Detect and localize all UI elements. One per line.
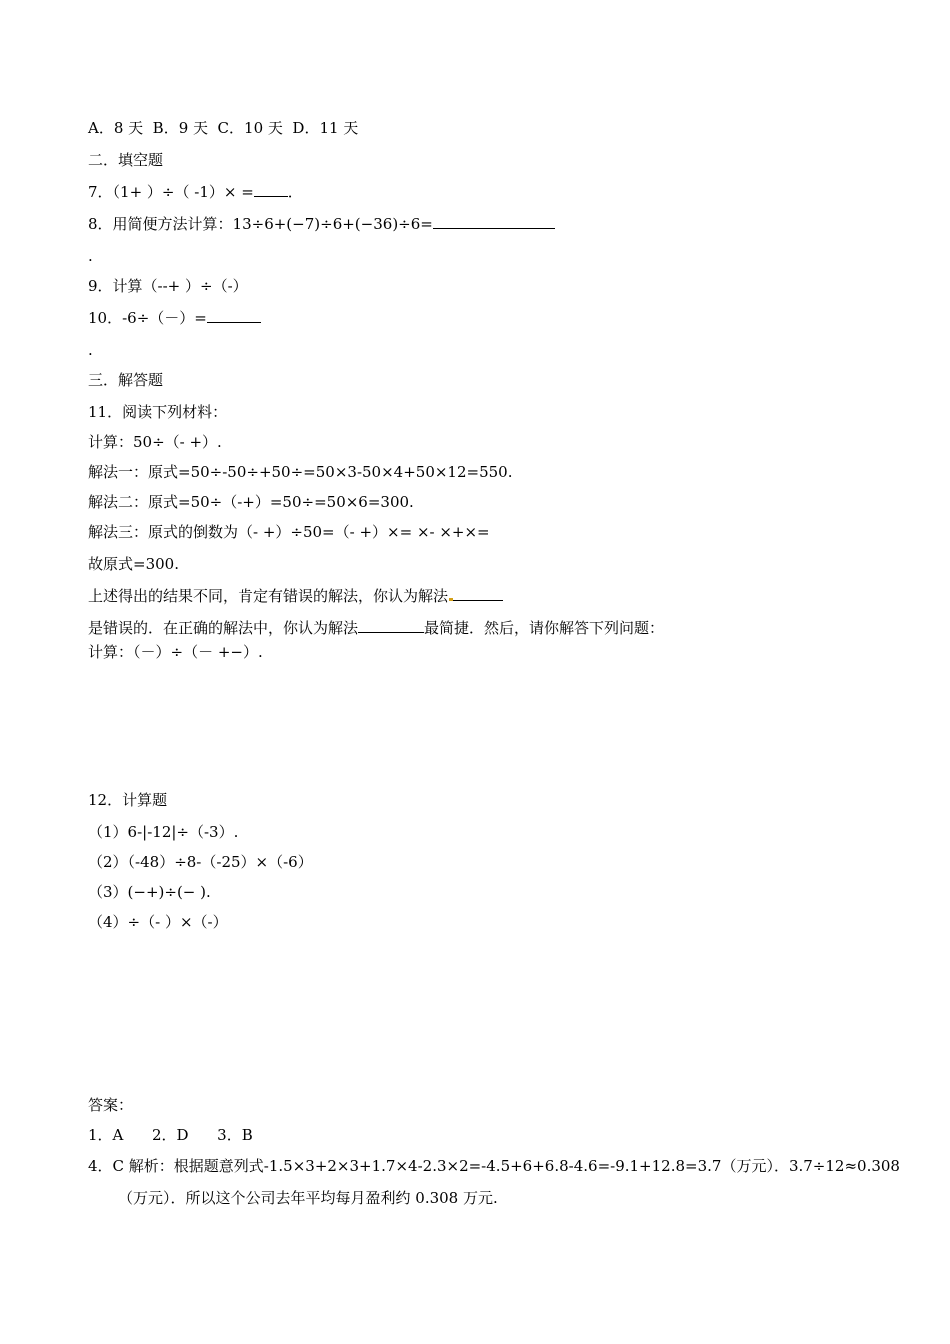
q6-options — [88, 118, 358, 138]
answer-blank[interactable] — [433, 214, 555, 229]
q11-question-a — [88, 586, 503, 606]
answer-4-cont-text: （万元）．所以这个公司去年平均每月盈利约 0.308 万元. — [118, 1189, 498, 1207]
q11-compute-text: 计算：50÷（- +）. — [88, 433, 222, 451]
question-10-period — [88, 340, 93, 360]
q12-part-3-text: （3）(−+)÷(− ). — [88, 883, 211, 901]
answer-4-text: 4．C 解析：根据题意列式-1.5×3+2×3+1.7×4-2.3×2=-4.5+6+6.8-4.6=-9.1+12.8=3.7（万元）．3.7÷12≈0.308 — [88, 1157, 900, 1175]
question-8-text: 8．用简便方法计算：13÷6+(−7)÷6+(−36)÷6= — [88, 215, 433, 233]
q11-method-3-text: 解法三：原式的倒数为（- +）÷50=（- +）×= ×- ×+×= — [88, 523, 490, 541]
q11-method-1-text: 解法一：原式=50÷-50÷+50÷=50×3-50×4+50×12=550. — [88, 463, 513, 481]
period-text: . — [88, 247, 93, 265]
question-9 — [88, 276, 248, 296]
answer-4 — [88, 1156, 900, 1176]
answers-1-3 — [88, 1125, 253, 1145]
q12-part-2-text: （2）（-48）÷8-（-25）×（-6） — [88, 853, 313, 871]
q6-options-text: A．8 天 B．9 天 C．10 天 D．11 天 — [88, 119, 359, 137]
answer-4-cont — [118, 1188, 498, 1208]
q12-part-4-text: （4）÷（- ）×（-） — [88, 913, 228, 931]
period-text: . — [88, 341, 93, 359]
section-answer-text: 三．解答题 — [88, 371, 164, 389]
question-11 — [88, 402, 227, 422]
q11-compute-2 — [88, 642, 263, 662]
q12-part-1-text: （1）6-|-12|÷（-3）. — [88, 823, 239, 841]
q11-method-2 — [88, 492, 414, 512]
question-8 — [88, 214, 555, 234]
question-10-text: 10．-6÷（－）= — [88, 309, 207, 327]
question-7-text: 7．（1+ ）÷（ -1）× = — [88, 183, 254, 201]
q11-question-a-text: 上述得出的结果不同，肯定有错误的解法，你认为解法 — [88, 587, 449, 605]
q11-method-2-text: 解法二：原式=50÷（-+）=50÷=50×6=300. — [88, 493, 414, 511]
question-12-text: 12．计算题 — [88, 791, 168, 809]
question-10 — [88, 308, 261, 328]
q11-result-text: 故原式=300. — [88, 555, 179, 573]
question-9-text: 9．计算（--+ ）÷（-） — [88, 277, 248, 295]
answer-blank[interactable] — [254, 182, 288, 197]
q11-method-1 — [88, 462, 512, 482]
q12-part-4 — [88, 912, 228, 932]
answer-blank[interactable] — [207, 308, 261, 323]
question-12 — [88, 790, 167, 810]
answers-1-3-text: 1．A 2．D 3．B — [88, 1126, 253, 1144]
q12-part-2 — [88, 852, 313, 872]
answer-blank[interactable] — [358, 618, 424, 633]
question-11-text: 11．阅读下列材料： — [88, 403, 228, 421]
q11-question-b — [88, 618, 664, 638]
section-fill-blank-heading — [88, 150, 163, 170]
answer-blank[interactable] — [453, 586, 503, 601]
question-8-period — [88, 246, 93, 266]
answers-heading-text: 答案： — [88, 1096, 134, 1114]
q11-compute — [88, 432, 222, 452]
q11-method-3 — [88, 522, 490, 542]
q11-question-b-tail: 最简捷．然后，请你解答下列问题： — [424, 619, 665, 637]
q11-compute-2-text: 计算：（－）÷（－ +−）. — [88, 643, 263, 661]
answers-heading — [88, 1095, 133, 1115]
q11-result — [88, 554, 179, 574]
q11-question-b-text: 是错误的．在正确的解法中，你认为解法 — [88, 619, 359, 637]
question-7: 7．（1+ ）÷（ -1）× = ． — [88, 183, 303, 201]
q12-part-1 — [88, 822, 238, 842]
q12-part-3 — [88, 882, 211, 902]
section-answer-heading — [88, 370, 163, 390]
section-fill-blank-text: 二．填空题 — [88, 151, 164, 169]
